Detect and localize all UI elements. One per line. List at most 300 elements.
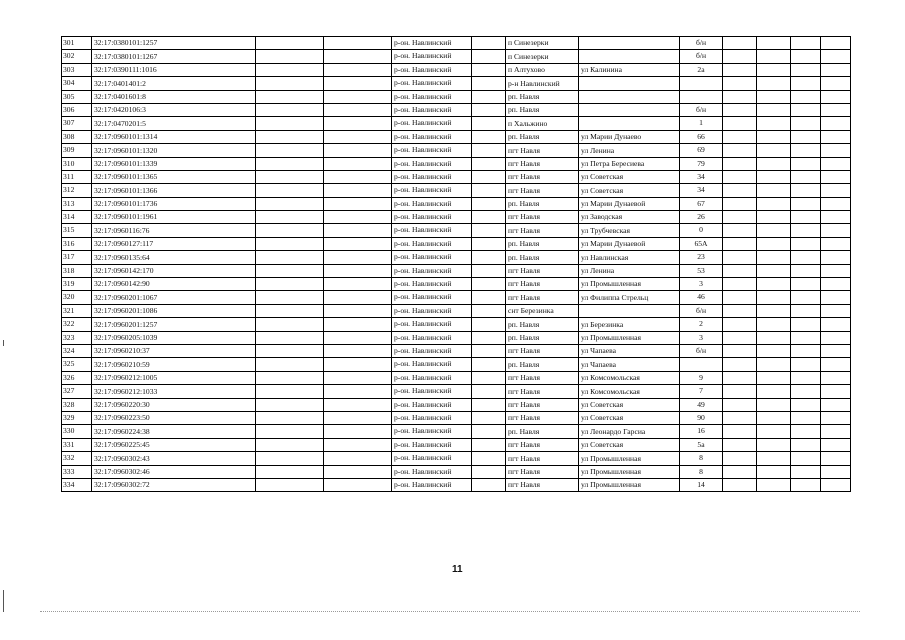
empty-cell (256, 411, 324, 424)
house-number-cell: б/н (680, 103, 723, 116)
empty-cell (791, 237, 821, 250)
empty-cell (472, 197, 506, 210)
row-number-cell: 334 (62, 478, 92, 491)
empty-cell (723, 291, 757, 304)
row-number-cell: 305 (62, 90, 92, 103)
locality-cell: рп. Навля (506, 130, 579, 143)
table-row (62, 304, 851, 317)
page-number: 11 (452, 564, 463, 575)
cadastral-number-cell: 32:17:0380101:1257 (92, 37, 256, 50)
row-number-cell: 317 (62, 251, 92, 264)
row-number-cell: 320 (62, 291, 92, 304)
district-cell: р-он. Навлинский (392, 170, 472, 183)
empty-cell (324, 452, 392, 465)
empty-cell (472, 318, 506, 331)
table-row (62, 291, 851, 304)
empty-cell (821, 90, 851, 103)
empty-cell (256, 425, 324, 438)
house-number-cell: 16 (680, 425, 723, 438)
empty-cell (821, 63, 851, 76)
locality-cell: пгт Навля (506, 224, 579, 237)
locality-cell: рп. Навля (506, 103, 579, 116)
row-number-cell: 315 (62, 224, 92, 237)
empty-cell (472, 358, 506, 371)
district-cell: р-он. Навлинский (392, 144, 472, 157)
district-cell: р-он. Навлинский (392, 50, 472, 63)
table-row (62, 117, 851, 130)
table-row (62, 157, 851, 170)
house-number-cell: 90 (680, 411, 723, 424)
empty-cell (791, 77, 821, 90)
empty-cell (472, 117, 506, 130)
district-cell: р-он. Навлинский (392, 117, 472, 130)
empty-cell (791, 344, 821, 357)
empty-cell (723, 331, 757, 344)
street-cell: ул Советская (579, 184, 680, 197)
empty-cell (472, 37, 506, 50)
district-cell: р-он. Навлинский (392, 358, 472, 371)
cadastral-number-cell: 32:17:0960302:43 (92, 452, 256, 465)
table-row (62, 37, 851, 50)
district-cell: р-он. Навлинский (392, 157, 472, 170)
empty-cell (791, 452, 821, 465)
empty-cell (821, 237, 851, 250)
empty-cell (791, 251, 821, 264)
empty-cell (791, 411, 821, 424)
street-cell: ул Советская (579, 398, 680, 411)
district-cell: р-он. Навлинский (392, 77, 472, 90)
row-number-cell: 316 (62, 237, 92, 250)
house-number-cell: 65А (680, 237, 723, 250)
empty-cell (757, 371, 791, 384)
empty-cell (324, 157, 392, 170)
locality-cell: р-н Навлинский (506, 77, 579, 90)
empty-cell (821, 291, 851, 304)
empty-cell (791, 170, 821, 183)
empty-cell (757, 63, 791, 76)
house-number-cell: 23 (680, 251, 723, 264)
locality-cell: п Хальжино (506, 117, 579, 130)
margin-mark (3, 340, 4, 346)
empty-cell (723, 411, 757, 424)
row-number-cell: 324 (62, 344, 92, 357)
empty-cell (256, 251, 324, 264)
empty-cell (791, 224, 821, 237)
street-cell: ул Навлинская (579, 251, 680, 264)
locality-cell: рп. Навля (506, 331, 579, 344)
empty-cell (791, 358, 821, 371)
street-cell: ул Советская (579, 438, 680, 451)
empty-cell (324, 291, 392, 304)
locality-cell: пгт Навля (506, 211, 579, 224)
empty-cell (791, 184, 821, 197)
empty-cell (324, 278, 392, 291)
street-cell: ул Промышленная (579, 478, 680, 491)
empty-cell (256, 237, 324, 250)
locality-cell: пгт Навля (506, 385, 579, 398)
row-number-cell: 321 (62, 304, 92, 317)
empty-cell (472, 478, 506, 491)
table-row (62, 465, 851, 478)
row-number-cell: 311 (62, 170, 92, 183)
table-row (62, 398, 851, 411)
empty-cell (324, 371, 392, 384)
district-cell: р-он. Навлинский (392, 371, 472, 384)
cadastral-number-cell: 32:17:0960201:1257 (92, 318, 256, 331)
empty-cell (472, 90, 506, 103)
empty-cell (256, 63, 324, 76)
house-number-cell: 5а (680, 438, 723, 451)
house-number-cell: 2 (680, 318, 723, 331)
empty-cell (723, 50, 757, 63)
empty-cell (324, 50, 392, 63)
row-number-cell: 303 (62, 63, 92, 76)
empty-cell (472, 425, 506, 438)
house-number-cell: 79 (680, 157, 723, 170)
empty-cell (324, 130, 392, 143)
row-number-cell: 313 (62, 197, 92, 210)
street-cell: ул Комсомольская (579, 371, 680, 384)
empty-cell (757, 197, 791, 210)
empty-cell (256, 465, 324, 478)
house-number-cell: 8 (680, 452, 723, 465)
street-cell: ул Петра Бересиева (579, 157, 680, 170)
empty-cell (324, 411, 392, 424)
empty-cell (757, 130, 791, 143)
district-cell: р-он. Навлинский (392, 237, 472, 250)
district-cell: р-он. Навлинский (392, 291, 472, 304)
table-row (62, 411, 851, 424)
empty-cell (757, 90, 791, 103)
empty-cell (324, 425, 392, 438)
empty-cell (757, 184, 791, 197)
row-number-cell: 309 (62, 144, 92, 157)
empty-cell (256, 211, 324, 224)
empty-cell (757, 37, 791, 50)
empty-cell (757, 304, 791, 317)
empty-cell (757, 331, 791, 344)
empty-cell (821, 130, 851, 143)
house-number-cell: 1 (680, 117, 723, 130)
empty-cell (256, 478, 324, 491)
locality-cell: пгт Навля (506, 344, 579, 357)
empty-cell (324, 90, 392, 103)
cadastral-number-cell: 32:17:0960210:37 (92, 344, 256, 357)
empty-cell (791, 50, 821, 63)
table-row (62, 63, 851, 76)
cadastral-number-cell: 32:17:0960210:59 (92, 358, 256, 371)
row-number-cell: 304 (62, 77, 92, 90)
empty-cell (757, 344, 791, 357)
empty-cell (757, 157, 791, 170)
table-row (62, 211, 851, 224)
empty-cell (256, 452, 324, 465)
house-number-cell: 34 (680, 170, 723, 183)
row-number-cell: 319 (62, 278, 92, 291)
district-cell: р-он. Навлинский (392, 264, 472, 277)
empty-cell (324, 331, 392, 344)
empty-cell (472, 385, 506, 398)
house-number-cell: 34 (680, 184, 723, 197)
empty-cell (821, 144, 851, 157)
empty-cell (791, 197, 821, 210)
table-row (62, 478, 851, 491)
registry-table (61, 36, 851, 492)
empty-cell (757, 425, 791, 438)
empty-cell (757, 237, 791, 250)
street-cell: ул Комсомольская (579, 385, 680, 398)
locality-cell: пгт Навля (506, 371, 579, 384)
table-row (62, 237, 851, 250)
empty-cell (821, 117, 851, 130)
locality-cell: пгт Навля (506, 478, 579, 491)
locality-cell: пгт Навля (506, 465, 579, 478)
empty-cell (324, 184, 392, 197)
row-number-cell: 306 (62, 103, 92, 116)
empty-cell (791, 63, 821, 76)
table-row (62, 425, 851, 438)
empty-cell (791, 291, 821, 304)
cadastral-number-cell: 32:17:0960201:1086 (92, 304, 256, 317)
empty-cell (256, 197, 324, 210)
empty-cell (791, 90, 821, 103)
empty-cell (791, 425, 821, 438)
house-number-cell: 26 (680, 211, 723, 224)
table-row (62, 184, 851, 197)
empty-cell (723, 358, 757, 371)
empty-cell (791, 318, 821, 331)
district-cell: р-он. Навлинский (392, 251, 472, 264)
street-cell: ул Ленина (579, 264, 680, 277)
empty-cell (757, 278, 791, 291)
street-cell: ул Советская (579, 170, 680, 183)
empty-cell (723, 103, 757, 116)
cadastral-number-cell: 32:17:0960302:72 (92, 478, 256, 491)
empty-cell (757, 318, 791, 331)
table-row (62, 452, 851, 465)
empty-cell (324, 398, 392, 411)
empty-cell (324, 358, 392, 371)
street-cell: ул Березинка (579, 318, 680, 331)
street-cell (579, 117, 680, 130)
empty-cell (256, 278, 324, 291)
empty-cell (256, 398, 324, 411)
table-row (62, 197, 851, 210)
table-row (62, 50, 851, 63)
street-cell (579, 103, 680, 116)
empty-cell (791, 157, 821, 170)
empty-cell (472, 170, 506, 183)
cadastral-number-cell: 32:17:0960101:1314 (92, 130, 256, 143)
street-cell: ул Леонардо Гарсиа (579, 425, 680, 438)
empty-cell (723, 318, 757, 331)
empty-cell (324, 318, 392, 331)
district-cell: р-он. Навлинский (392, 197, 472, 210)
table-row (62, 103, 851, 116)
empty-cell (821, 358, 851, 371)
empty-cell (723, 264, 757, 277)
empty-cell (256, 157, 324, 170)
empty-cell (821, 318, 851, 331)
empty-cell (821, 103, 851, 116)
empty-cell (821, 344, 851, 357)
house-number-cell: 67 (680, 197, 723, 210)
empty-cell (324, 251, 392, 264)
empty-cell (757, 291, 791, 304)
street-cell: ул Марии Дунаевой (579, 237, 680, 250)
empty-cell (472, 411, 506, 424)
empty-cell (723, 344, 757, 357)
empty-cell (821, 452, 851, 465)
empty-cell (821, 157, 851, 170)
house-number-cell: 66 (680, 130, 723, 143)
street-cell: ул Промышленная (579, 452, 680, 465)
empty-cell (472, 304, 506, 317)
house-number-cell: 69 (680, 144, 723, 157)
empty-cell (821, 278, 851, 291)
empty-cell (324, 304, 392, 317)
row-number-cell: 302 (62, 50, 92, 63)
cadastral-number-cell: 32:17:0401401:2 (92, 77, 256, 90)
empty-cell (472, 77, 506, 90)
locality-cell: пгт Навля (506, 144, 579, 157)
empty-cell (723, 452, 757, 465)
empty-cell (256, 37, 324, 50)
table-row (62, 438, 851, 451)
empty-cell (821, 50, 851, 63)
empty-cell (723, 304, 757, 317)
empty-cell (791, 264, 821, 277)
empty-cell (723, 465, 757, 478)
empty-cell (757, 211, 791, 224)
empty-cell (723, 144, 757, 157)
empty-cell (723, 251, 757, 264)
empty-cell (791, 211, 821, 224)
street-cell (579, 90, 680, 103)
empty-cell (821, 197, 851, 210)
table-row (62, 331, 851, 344)
empty-cell (324, 237, 392, 250)
empty-cell (723, 385, 757, 398)
empty-cell (821, 304, 851, 317)
district-cell: р-он. Навлинский (392, 130, 472, 143)
district-cell: р-он. Навлинский (392, 438, 472, 451)
table-row (62, 130, 851, 143)
row-number-cell: 327 (62, 385, 92, 398)
empty-cell (821, 37, 851, 50)
empty-cell (757, 452, 791, 465)
cadastral-number-cell: 32:17:0960142:90 (92, 278, 256, 291)
locality-cell: пгт Навля (506, 170, 579, 183)
cadastral-number-cell: 32:17:0960212:1033 (92, 385, 256, 398)
empty-cell (821, 385, 851, 398)
empty-cell (256, 130, 324, 143)
empty-cell (324, 63, 392, 76)
cadastral-number-cell: 32:17:0380101:1267 (92, 50, 256, 63)
empty-cell (757, 264, 791, 277)
street-cell (579, 304, 680, 317)
street-cell (579, 50, 680, 63)
locality-cell: п Синезерки (506, 37, 579, 50)
empty-cell (821, 184, 851, 197)
empty-cell (791, 103, 821, 116)
empty-cell (324, 103, 392, 116)
house-number-cell (680, 90, 723, 103)
table-row (62, 170, 851, 183)
cadastral-number-cell: 32:17:0960101:1365 (92, 170, 256, 183)
empty-cell (757, 398, 791, 411)
empty-cell (256, 358, 324, 371)
table-row (62, 278, 851, 291)
empty-cell (324, 385, 392, 398)
house-number-cell: б/н (680, 50, 723, 63)
street-cell: ул Чапаева (579, 358, 680, 371)
empty-cell (757, 251, 791, 264)
empty-cell (791, 278, 821, 291)
empty-cell (256, 304, 324, 317)
locality-cell: рп. Навля (506, 358, 579, 371)
empty-cell (324, 170, 392, 183)
empty-cell (723, 398, 757, 411)
empty-cell (821, 465, 851, 478)
empty-cell (757, 385, 791, 398)
empty-cell (472, 291, 506, 304)
street-cell: ул Промышленная (579, 331, 680, 344)
empty-cell (256, 103, 324, 116)
empty-cell (723, 197, 757, 210)
house-number-cell: 0 (680, 224, 723, 237)
district-cell: р-он. Навлинский (392, 318, 472, 331)
street-cell (579, 77, 680, 90)
cadastral-number-cell: 32:17:0960101:1961 (92, 211, 256, 224)
cadastral-number-cell: 32:17:0960101:1320 (92, 144, 256, 157)
empty-cell (256, 331, 324, 344)
house-number-cell: 8 (680, 465, 723, 478)
empty-cell (791, 465, 821, 478)
locality-cell: п Синезерки (506, 50, 579, 63)
empty-cell (821, 211, 851, 224)
empty-cell (324, 224, 392, 237)
row-number-cell: 314 (62, 211, 92, 224)
empty-cell (723, 371, 757, 384)
row-number-cell: 322 (62, 318, 92, 331)
empty-cell (472, 264, 506, 277)
district-cell: р-он. Навлинский (392, 465, 472, 478)
empty-cell (472, 103, 506, 116)
empty-cell (821, 425, 851, 438)
empty-cell (472, 144, 506, 157)
house-number-cell: б/н (680, 344, 723, 357)
empty-cell (723, 184, 757, 197)
empty-cell (723, 237, 757, 250)
row-number-cell: 329 (62, 411, 92, 424)
empty-cell (757, 411, 791, 424)
empty-cell (821, 224, 851, 237)
empty-cell (723, 211, 757, 224)
empty-cell (757, 103, 791, 116)
row-number-cell: 312 (62, 184, 92, 197)
empty-cell (256, 77, 324, 90)
empty-cell (324, 264, 392, 277)
row-number-cell: 326 (62, 371, 92, 384)
table-row (62, 251, 851, 264)
house-number-cell: 2а (680, 63, 723, 76)
table-row (62, 144, 851, 157)
empty-cell (472, 452, 506, 465)
empty-cell (472, 237, 506, 250)
street-cell: ул Чапаева (579, 344, 680, 357)
empty-cell (256, 385, 324, 398)
